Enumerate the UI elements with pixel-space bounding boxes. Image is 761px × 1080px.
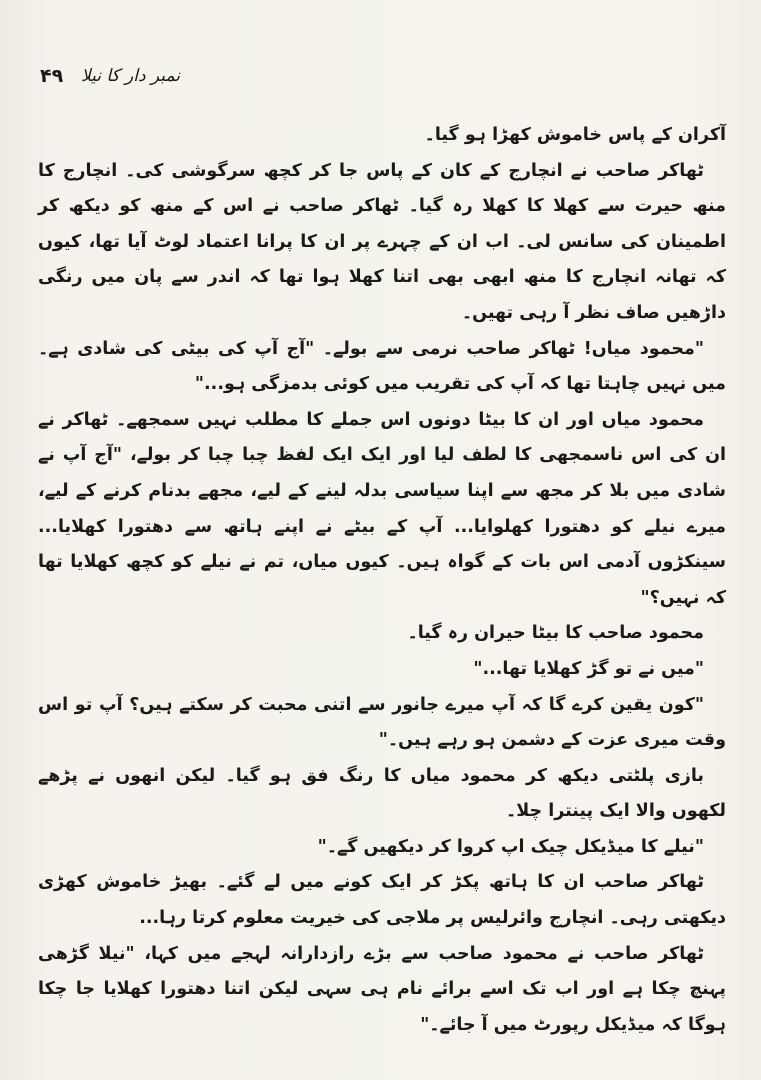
paragraph: محمود صاحب کا بیٹا حیران رہ گیا۔ [407, 623, 704, 644]
paragraph: ٹھاکر صاحب ان کا ہاتھ پکڑ کر ایک کونے میں لے گئے۔ بھیڑ خاموش کھڑی دیکھتی رہی۔ انچارج وائرلیس پر ملاجی کی خیریت معلوم کرتا رہا... [38, 872, 726, 929]
paragraph: بازی پلٹتی دیکھ کر محمود میاں کا رنگ فق ہو گیا۔ لیکن انھوں نے پڑھے لکھوں والا ایک پینترا چلا۔ [38, 765, 726, 822]
paragraph: ٹھاکر صاحب نے محمود صاحب سے بڑے رازدارانہ لہجے میں کہا، "نیلا گڑھی پہنچ چکا ہے اور اب تک اسے برائے نام ہی سہی لیکن اتنا دھتورا کھلایا جا چکا ہوگا کہ میڈیکل رپورٹ میں آ جائے۔" [38, 943, 726, 1035]
page-number: ۴۹ [40, 65, 64, 87]
paragraph: "نیلے کا میڈیکل چیک اپ کروا کر دیکھیں گے۔" [317, 836, 704, 857]
paragraph: آکران کے پاس خاموش کھڑا ہو گیا۔ [424, 125, 726, 145]
running-title: نمبر دار کا نیلا [80, 66, 180, 86]
paragraph: "میں نے تو گڑ کھلایا تھا..." [473, 658, 704, 679]
body-text [38, 118, 726, 1043]
paragraph: محمود میاں اور ان کا بیٹا دونوں اس جملے کا مطلب نہیں سمجھے۔ ٹھاکر نے ان کی اس ناسمجھی کا لطف لیا اور ایک ایک لفظ چبا چبا کر بولے، "آج آپ نے شادی میں بلا کر مجھ سے اپنا سیاسی بدلہ لینے کے لیے، مجھے بدنام کرنے کے لیے، میرے نیلے کو دھتورا کھلوایا... آپ کے بیٹے نے اپنے ہاتھ سے دھتورا کھلایا... سینکڑوں آدمی اس بات کے گواہ ہیں۔ کیوں میاں، تم نے نیلے کو کچھ کھلایا تھا کہ نہیں؟" [38, 409, 726, 608]
page-header [40, 56, 180, 96]
paragraph: "محمود میاں! ٹھاکر صاحب نرمی سے بولے۔ "آج آپ کی بیٹی کی شادی ہے۔ میں نہیں چاہتا تھا کہ آپ کی تقریب میں کوئی بدمزگی ہو..." [38, 338, 726, 395]
paragraph: ٹھاکر صاحب نے انچارج کے کان کے پاس جا کر کچھ سرگوشی کی۔ انچارج کا منھ حیرت سے کھلا کا کھلا رہ گیا۔ ٹھاکر صاحب نے اس کے منھ کو دیکھ کر اطمینان کی سانس لی۔ اب ان کے چہرے پر ان کا پرانا اعتماد لوٹ آیا تھا، کیوں کہ تھانہ انچارج کا منھ ابھی بھی اتنا کھلا ہوا تھا کہ اندر سے پان میں رنگی داڑھیں صاف نظر آ رہی تھیں۔ [38, 160, 726, 323]
paragraph: "کون یقین کرے گا کہ آپ میرے جانور سے اتنی محبت کر سکتے ہیں؟ آپ تو اس وقت میری عزت کے دشمن ہو رہے ہیں۔" [38, 694, 726, 751]
